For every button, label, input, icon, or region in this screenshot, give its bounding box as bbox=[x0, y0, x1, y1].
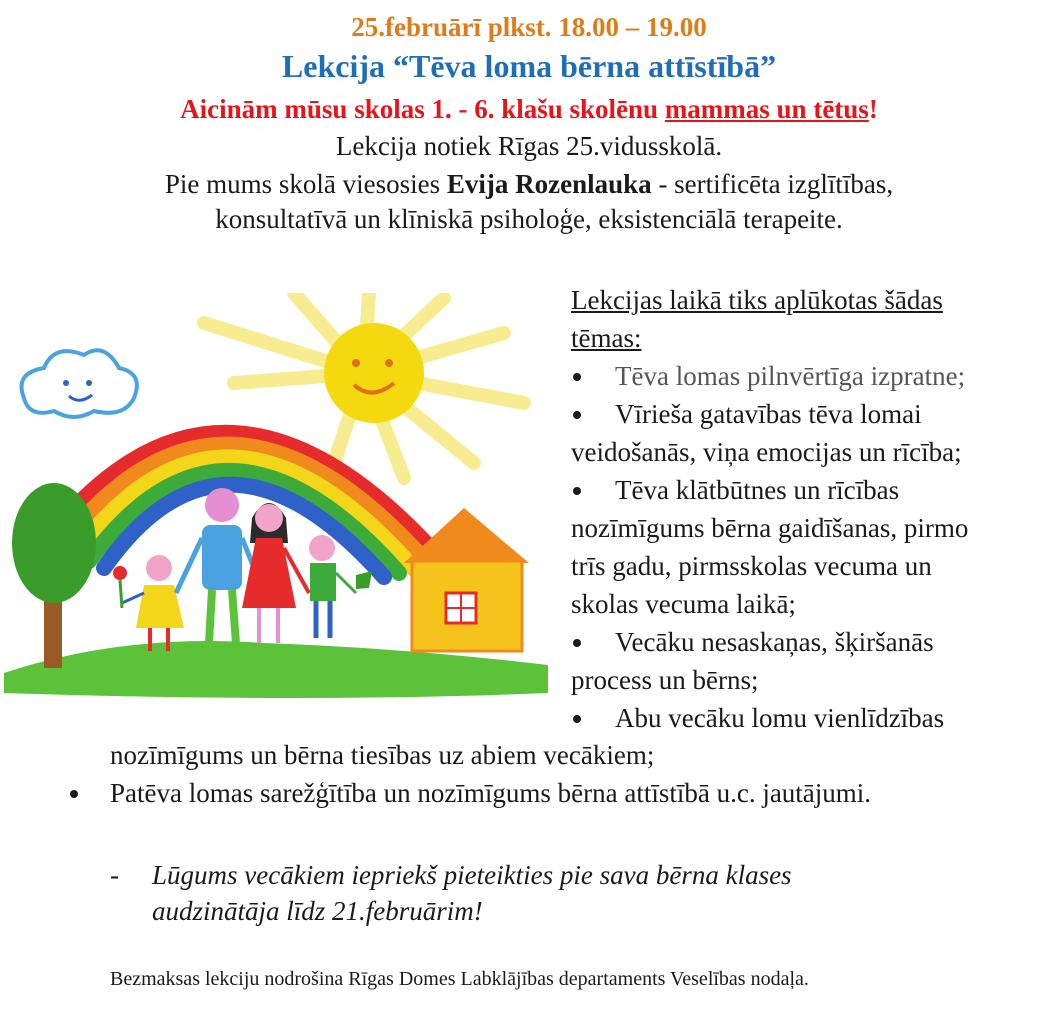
girl-figure bbox=[113, 555, 184, 651]
bullet-icon bbox=[571, 699, 615, 737]
family-rainbow-illustration bbox=[4, 293, 548, 703]
lecture-title: Lekcija “Tēva loma bērna attīstībā” bbox=[281, 48, 777, 84]
cloud bbox=[22, 350, 137, 417]
topic-text: Abu vecāku lomu vienlīdzības bbox=[615, 703, 945, 733]
topic-item bbox=[571, 699, 1051, 737]
topic-item bbox=[68, 778, 871, 809]
topic-text-continued: veidošanās, viņa emocijas un rīcība; bbox=[571, 437, 962, 467]
request-text: Lūgums vecākiem iepriekš pieteikties pie sava bērna klases bbox=[152, 860, 792, 890]
bullet-icon bbox=[571, 623, 615, 661]
topic-text: Vecāku nesaskaņas, šķiršanās bbox=[615, 627, 934, 657]
topic-text-continued: trīs gadu, pirmsskolas vecuma un bbox=[571, 551, 932, 581]
invitation-exclamation: ! bbox=[868, 94, 878, 124]
invitation-line bbox=[0, 94, 1058, 125]
topic-item bbox=[571, 395, 1051, 471]
topic-item bbox=[571, 623, 1051, 699]
topics-heading-line1: Lekcijas laikā tiks aplūkotas šādas bbox=[571, 285, 943, 315]
topics-section bbox=[571, 281, 1051, 737]
footer-note: Bezmaksas lekciju nodrošina Rīgas Domes Labklājības departaments Veselības nodaļa. bbox=[110, 968, 809, 990]
invitation-text: Aicinām mūsu skolas 1. - 6. klašu skolēnu bbox=[180, 94, 665, 124]
topic-text-continued: process un bērns; bbox=[571, 665, 759, 695]
speaker-intro: Pie mums skolā viesosies bbox=[164, 169, 447, 199]
topic-text: Patēva lomas sarežģītība un nozīmīgums bērna attīstībā u.c. jautājumi. bbox=[110, 778, 872, 808]
speaker-line bbox=[0, 169, 1058, 200]
request-text-continued: audzinātāja līdz 21.februārim! bbox=[152, 896, 483, 926]
speaker-credentials: - sertificēta izglītības, bbox=[651, 169, 894, 199]
event-date-time: 25.februārī plkst. 18.00 – 19.00 bbox=[351, 12, 707, 42]
registration-request bbox=[110, 857, 792, 929]
venue-line: Lekcija notiek Rīgas 25.vidusskolā. bbox=[335, 131, 723, 161]
topics-heading bbox=[571, 281, 1051, 357]
topic-text-continued: nozīmīgums un bērna tiesības uz abiem vecākiem; bbox=[110, 740, 655, 770]
invitation-audience: mammas un tētus bbox=[664, 94, 869, 124]
sun bbox=[324, 323, 424, 423]
tree-crown bbox=[12, 483, 96, 603]
dash-marker: - bbox=[110, 860, 119, 890]
topic-item bbox=[571, 471, 1051, 623]
topic-text: Tēva lomas pilnvērtīga izpratne; bbox=[615, 361, 966, 391]
topic-item bbox=[571, 357, 1051, 395]
speaker-credentials-continued: konsultatīvā un klīniskā psiholoģe, eksistenciālā terapeite. bbox=[215, 204, 843, 234]
topics-heading-line2: tēmas: bbox=[571, 323, 642, 353]
father-figure bbox=[176, 488, 260, 643]
bullet-icon bbox=[571, 471, 615, 509]
topic-text-continued: nozīmīgums bērna gaidīšanas, pirmo bbox=[571, 513, 969, 543]
rainbow bbox=[44, 433, 444, 577]
mother-figure bbox=[242, 503, 309, 643]
topic-text-continued: skolas vecuma laikā; bbox=[571, 589, 796, 619]
speaker-name: Evija Rozenlauka bbox=[446, 169, 652, 199]
bullet-icon bbox=[571, 395, 615, 433]
bullet-icon bbox=[68, 778, 110, 809]
topic-text: Vīrieša gatavības tēva lomai bbox=[615, 399, 922, 429]
topic-text: Tēva klātbūtnes un rīcības bbox=[615, 475, 900, 505]
bullet-icon bbox=[571, 357, 615, 395]
